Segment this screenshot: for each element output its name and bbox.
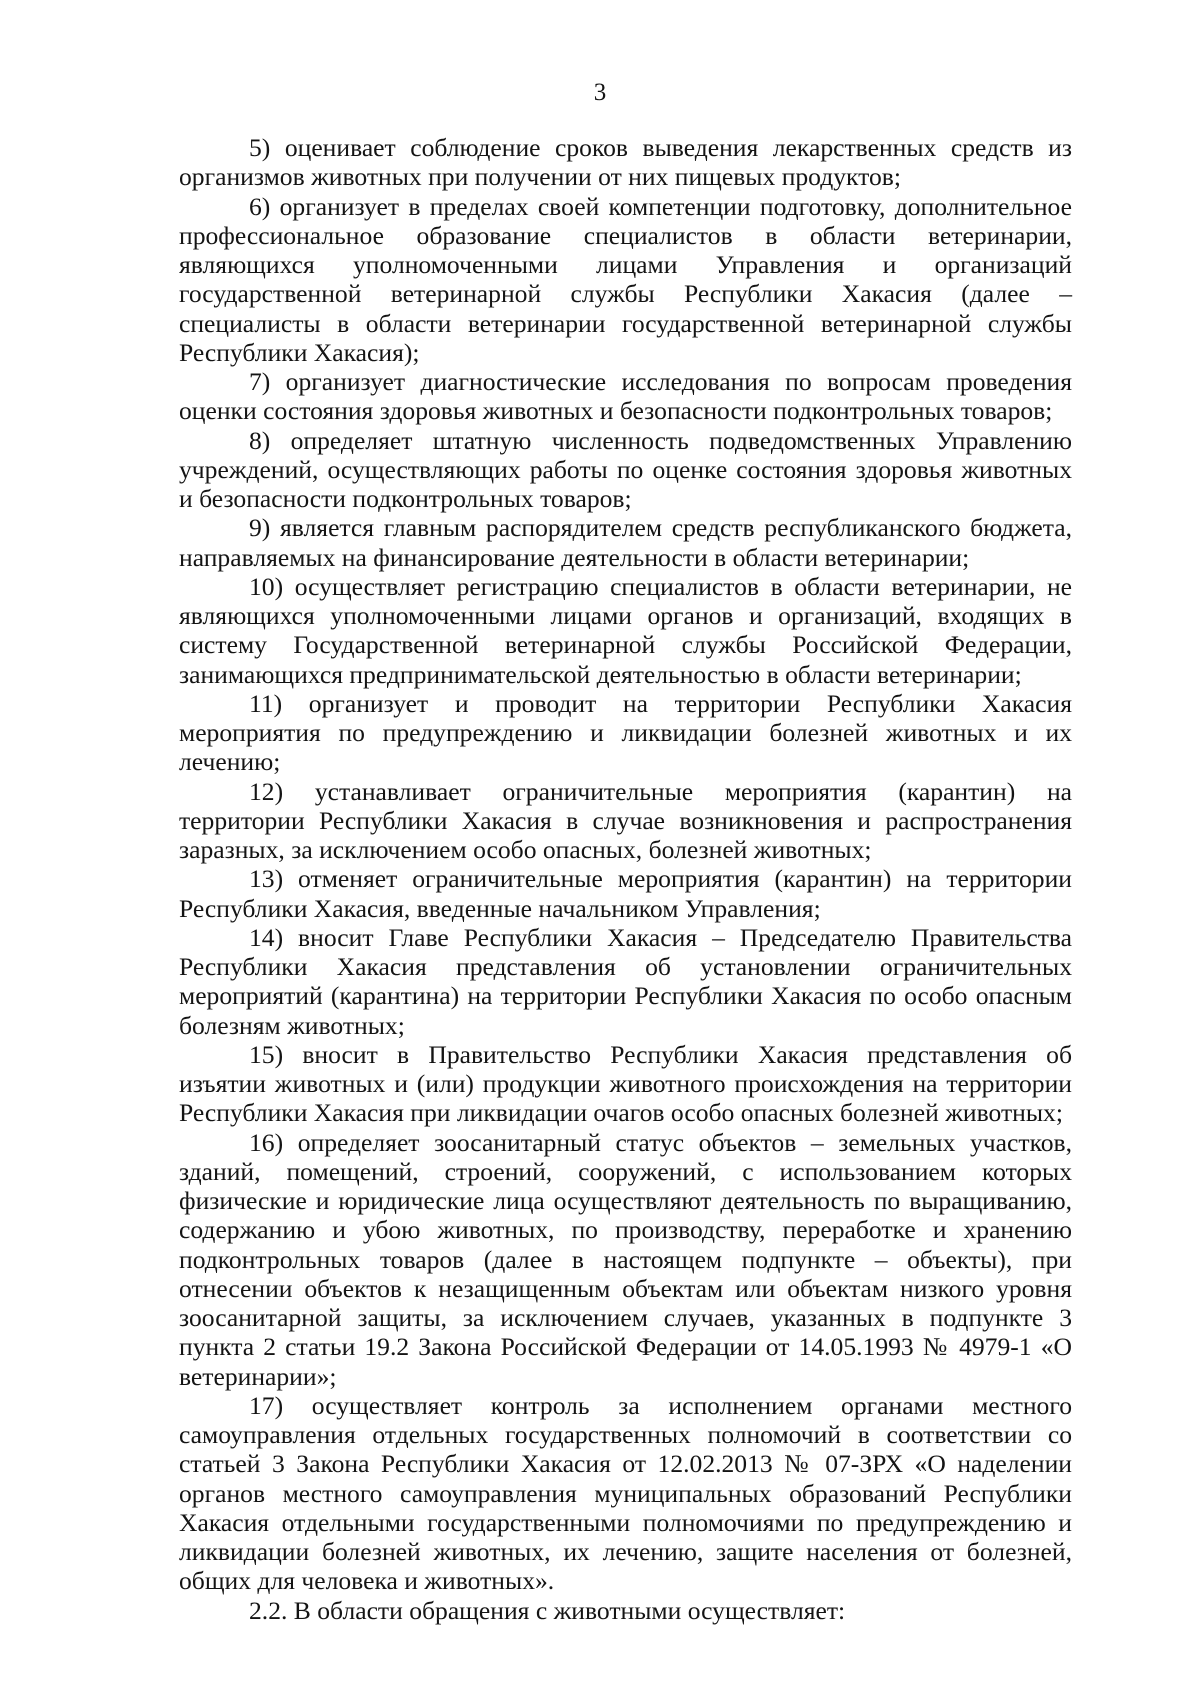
paragraph-item-14: 14) вносит Главе Республики Хакасия – Председателю Правительства Республики Хакасия представления об установлении ограничительных мероприятий (карантина) на территории Республики Хакасия по особо опасным болезням животных;	[179, 922, 1072, 1040]
paragraph-item-11: 11) организует и проводит на территории Республики Хакасия мероприятия по предупреждению и ликвидации болезней животных и их лечению;	[179, 688, 1072, 777]
paragraph-item-6: 6) организует в пределах своей компетенции подготовку, дополнительное профессиональное образование специалистов в области ветеринарии, являющихся уполномоченными лицами Управления и организаций государственной ветеринарной службы Республики Хакасия (далее – специалисты в области ветеринарии государственной ветеринарной службы Республики Хакасия);	[179, 191, 1072, 367]
paragraph-item-15: 15) вносит в Правительство Республики Хакасия представления об изъятии животных и (или) продукции животного происхождения на территории Республики Хакасия при ликвидации очагов особо опасных болезней животных;	[179, 1039, 1072, 1128]
section-heading-2-2: 2.2. В области обращения с животными осуществляет:	[249, 1595, 846, 1625]
page-number: 3	[593, 79, 607, 106]
paragraph-item-8: 8) определяет штатную численность подведомственных Управлению учреждений, осуществляющих работы по оценке состояния здоровья животных и безопасности подконтрольных товаров;	[179, 425, 1072, 513]
paragraph-item-7: 7) организует диагностические исследования по вопросам проведения оценки состояния здоровья животных и безопасности подконтрольных товаров;	[179, 367, 1072, 426]
paragraph-item-10: 10) осуществляет регистрацию специалистов в области ветеринарии, не являющихся уполномоченными лицами органов и организаций, входящих в систему Государственной ветеринарной службы Российской Федерации, занимающихся предпринимательской деятельностью в области ветеринарии;	[179, 571, 1072, 689]
document-body	[179, 133, 1072, 1625]
paragraph-item-5: 5) оценивает соблюдение сроков выведения лекарственных средств из организмов животных при получении от них пищевых продуктов;	[179, 133, 1072, 192]
paragraph-item-13: 13) отменяет ограничительные мероприятия (карантин) на территории Республики Хакасия, введенные начальником Управления;	[179, 864, 1072, 923]
paragraph-item-12: 12) устанавливает ограничительные мероприятия (карантин) на территории Республики Хакасия в случае возникновения и распространения заразных, за исключением особо опасных, болезней животных;	[179, 776, 1072, 864]
paragraph-item-16: 16) определяет зоосанитарный статус объектов – земельных участков, зданий, помещений, строений, сооружений, с использованием которых физические и юридические лица осуществляют деятельность по выращиванию, содержанию и убою животных, по производству, переработке и хранению подконтрольных товаров (далее в настоящем подпункте – объекты), при отнесении объектов к незащищенным объектам или объектам низкого уровня зоосанитарной защиты, за исключением случаев, указанных в подпункте 3 пункта 2 статьи 19.2 Закона Российской Федерации от 14.05.1993 № 4979-1 «О ветеринарии»;	[179, 1127, 1072, 1391]
paragraph-item-17: 17) осуществляет контроль за исполнением органами местного самоуправления отдельных государственных полномочий в соответствии со статьей 3 Закона Республики Хакасия от 12.02.2013 № 07-ЗРХ «О наделении органов местного самоуправления муниципальных образований Республики Хакасия отдельными государственными полномочиями по предупреждению и ликвидации болезней животных, их лечению, защите населения от болезней, общих для человека и животных».	[179, 1390, 1072, 1596]
paragraph-item-9: 9) является главным распорядителем средств республиканского бюджета, направляемых на финансирование деятельности в области ветеринарии;	[179, 513, 1072, 572]
